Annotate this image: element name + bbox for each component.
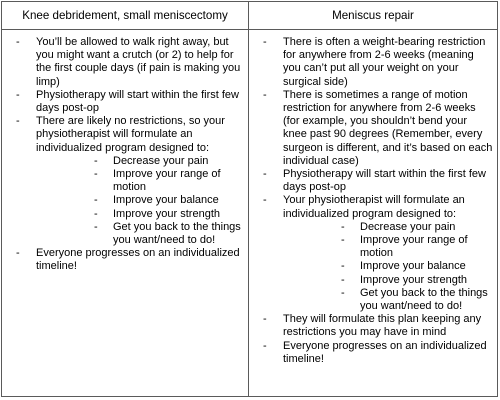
sub-list-item [36, 194, 244, 207]
sub-list-item [283, 287, 493, 313]
dash-marker: - [341, 220, 345, 233]
header-meniscus-repair: Meniscus repair [249, 2, 498, 30]
list-item [249, 89, 493, 168]
list-item-text: There are likely no restrictions, so your physiotherapist will formulate an individualized program designed to: [36, 115, 225, 154]
list-item [249, 36, 493, 89]
list-item-text: There is sometimes a range of motion restriction for anywhere from 2-6 weeks (for example, you shouldn’t bend your knee past 90 degrees (Remember, every surgeon is different, and it’s based on each individual case) [283, 88, 493, 167]
header-knee-debridement: Knee debridement, small meniscectomy [2, 2, 249, 30]
dash-marker: - [263, 168, 267, 181]
sub-list-item-text: Improve your strength [360, 273, 467, 286]
dash-marker: - [263, 88, 267, 101]
dash-marker: - [16, 36, 20, 48]
comparison-table [1, 1, 498, 397]
list-item [249, 194, 493, 313]
dash-marker: - [341, 273, 345, 286]
dash-marker: - [94, 207, 98, 220]
knee-debridement-cell [2, 30, 249, 397]
dash-marker: - [263, 36, 267, 48]
dash-marker: - [94, 220, 98, 233]
sub-list-item-text: Improve your range of motion [113, 168, 221, 194]
sub-list-item-text: Decrease your pain [113, 154, 209, 167]
dash-marker: - [341, 234, 345, 247]
sub-list-item-text: Improve your balance [113, 194, 219, 207]
list-item-text: Physiotherapy will start within the first few days post-op [283, 168, 486, 194]
sub-list-item [36, 168, 244, 194]
table-body-row [2, 30, 498, 397]
list-item-text: They will formulate this plan keeping any restrictions you may have in mind [283, 313, 482, 339]
dash-marker: - [263, 339, 267, 352]
sub-list [36, 155, 244, 247]
sub-list-item [36, 155, 244, 168]
dash-marker: - [94, 168, 98, 181]
knee-debridement-list [2, 30, 248, 274]
sub-list-item-text: Get you back to the things you want/need to do! [360, 286, 488, 313]
list-item [249, 340, 493, 366]
list-item [2, 247, 244, 273]
list-item-text: Everyone progresses on an individualized timeline! [36, 247, 240, 273]
list-item-text: Physiotherapy will start within the first few days post-op [36, 88, 239, 115]
list-item-text: There is often a weight-bearing restriction for anywhere from 2-6 weeks (meaning you can’t put all your weight on your surgical side) [283, 36, 486, 88]
sub-list-item [283, 234, 493, 260]
sub-list-item-text: Improve your balance [360, 260, 466, 273]
sub-list-item [283, 221, 493, 234]
list-item-text: You’ll be allowed to walk right away, but you might want a crutch (or 2) to help for the first couple days (if pain is making you limp) [36, 36, 241, 88]
dash-marker: - [341, 260, 345, 273]
meniscus-repair-cell [249, 30, 498, 397]
dash-marker: - [263, 194, 267, 207]
meniscus-repair-list [249, 30, 497, 366]
sub-list-item [283, 274, 493, 287]
dash-marker: - [16, 115, 20, 128]
sub-list-item [36, 221, 244, 247]
dash-marker: - [94, 154, 98, 167]
dash-marker: - [341, 286, 345, 299]
dash-marker: - [16, 247, 20, 260]
list-item [249, 313, 493, 339]
sub-list-item [283, 260, 493, 273]
sub-list-item-text: Improve your range of motion [360, 234, 468, 260]
sub-list-item-text: Improve your strength [113, 207, 220, 220]
table-header-row [2, 2, 498, 30]
list-item [249, 168, 493, 194]
list-item [2, 115, 244, 247]
dash-marker: - [16, 88, 20, 101]
sub-list-item [36, 208, 244, 221]
dash-marker: - [263, 313, 267, 326]
sub-list-item-text: Get you back to the things you want/need to do! [113, 220, 241, 247]
dash-marker: - [94, 194, 98, 207]
list-item-text: Your physiotherapist will formulate an individualized program designed to: [283, 194, 465, 220]
list-item [2, 36, 244, 89]
list-item [2, 89, 244, 115]
sub-list-item-text: Decrease your pain [360, 220, 456, 233]
sub-list [283, 221, 493, 313]
list-item-text: Everyone progresses on an individualized timeline! [283, 339, 487, 365]
